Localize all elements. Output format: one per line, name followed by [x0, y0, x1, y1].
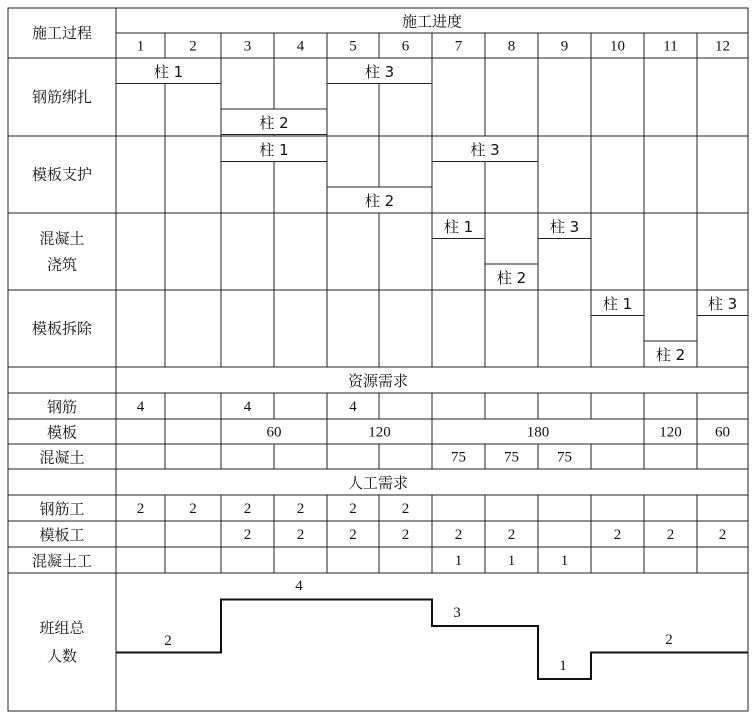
day-number-4: 4 — [296, 38, 305, 55]
table-border — [8, 8, 748, 711]
resource-value: 4 — [136, 399, 145, 415]
resource-value: 4 — [349, 399, 357, 415]
day-number-10: 10 — [610, 38, 625, 55]
labor-value: 2 — [401, 527, 410, 543]
process-label — [32, 166, 92, 184]
labor-value: 2 — [666, 527, 675, 543]
process-label-line: 钢筋绑扎 — [31, 88, 93, 106]
resource-value: 120 — [368, 424, 391, 441]
task-bar-label: 柱 2 — [655, 345, 686, 364]
labor-value: 1 — [454, 553, 463, 569]
labor-value: 2 — [296, 501, 305, 517]
resource-value: 180 — [526, 424, 550, 441]
labor-row-label: 模板工 — [39, 526, 85, 544]
crew-step-line — [116, 600, 748, 680]
crew-value-label: 4 — [295, 578, 303, 594]
task-bar-label: 柱 3 — [364, 62, 395, 81]
labor-value: 2 — [349, 527, 357, 543]
labor-value: 2 — [454, 527, 463, 543]
process-header: 施工过程 — [31, 24, 93, 42]
resource-row-label: 模板 — [46, 423, 78, 442]
labor-value: 2 — [243, 527, 252, 543]
labor-value: 2 — [296, 527, 305, 543]
day-number-11: 11 — [663, 38, 678, 55]
day-number-6: 6 — [401, 38, 410, 55]
progress-header: 施工进度 — [401, 12, 463, 31]
resource-value: 4 — [243, 399, 252, 415]
labor-value: 2 — [401, 501, 410, 517]
task-bar-label: 柱 1 — [259, 140, 289, 159]
task-bar-label: 柱 1 — [602, 294, 633, 313]
task-bar-label: 柱 3 — [470, 140, 500, 159]
task-bar-label: 柱 3 — [549, 217, 580, 236]
labor-row-label: 混凝土工 — [31, 552, 93, 570]
labor-value: 2 — [136, 501, 145, 517]
total-crew-label-line: 人数 — [46, 647, 78, 665]
task-bar-label: 柱 1 — [153, 62, 184, 81]
day-number-12: 12 — [715, 38, 730, 55]
resource-value: 75 — [451, 449, 466, 466]
resource-section-title: 资源需求 — [347, 372, 409, 390]
process-label — [32, 320, 93, 338]
labor-section-title: 人工需求 — [347, 474, 409, 492]
task-bar-label: 柱 2 — [259, 113, 289, 132]
resource-value: 60 — [715, 424, 730, 441]
total-crew-label-line: 班组总 — [39, 619, 85, 637]
task-bar-label: 柱 1 — [443, 217, 474, 236]
task-bar-label: 柱 3 — [707, 294, 738, 313]
day-number-8: 8 — [507, 38, 516, 55]
day-number-2: 2 — [189, 38, 197, 55]
labor-value: 1 — [560, 553, 569, 569]
labor-row-label: 钢筋工 — [39, 500, 85, 518]
process-label-line: 模板拆除 — [31, 319, 93, 338]
resource-value: 75 — [557, 449, 572, 466]
resource-value: 60 — [266, 424, 282, 441]
process-label — [32, 88, 92, 106]
day-number-9: 9 — [560, 38, 569, 55]
process-label — [39, 230, 84, 274]
crew-value-label: 2 — [665, 632, 673, 648]
crew-value-label: 1 — [559, 658, 567, 674]
crew-value-label: 3 — [453, 605, 461, 621]
process-label-line: 模板支护 — [31, 165, 93, 184]
day-number-1: 1 — [136, 38, 145, 55]
task-bar-label: 柱 2 — [364, 191, 395, 210]
labor-value: 1 — [507, 553, 516, 569]
labor-value: 2 — [243, 501, 252, 517]
labor-value: 2 — [507, 527, 516, 543]
resource-row-label: 混凝土 — [39, 448, 85, 467]
task-bar-label: 柱 2 — [496, 268, 527, 287]
day-number-5: 5 — [349, 38, 357, 55]
crew-value-label: 2 — [164, 633, 172, 649]
labor-value: 2 — [189, 501, 197, 517]
resource-value: 120 — [659, 424, 682, 441]
labor-value: 2 — [349, 501, 357, 517]
total-crew-label — [39, 619, 85, 665]
resource-value: 75 — [504, 449, 519, 466]
resource-row-label: 钢筋 — [46, 398, 78, 416]
process-label-line: 浇筑 — [46, 255, 78, 274]
day-number-7: 7 — [454, 38, 463, 55]
day-number-3: 3 — [243, 38, 252, 55]
labor-value: 2 — [718, 527, 727, 543]
labor-value: 2 — [613, 527, 622, 543]
process-label-line: 混凝土 — [39, 229, 85, 248]
